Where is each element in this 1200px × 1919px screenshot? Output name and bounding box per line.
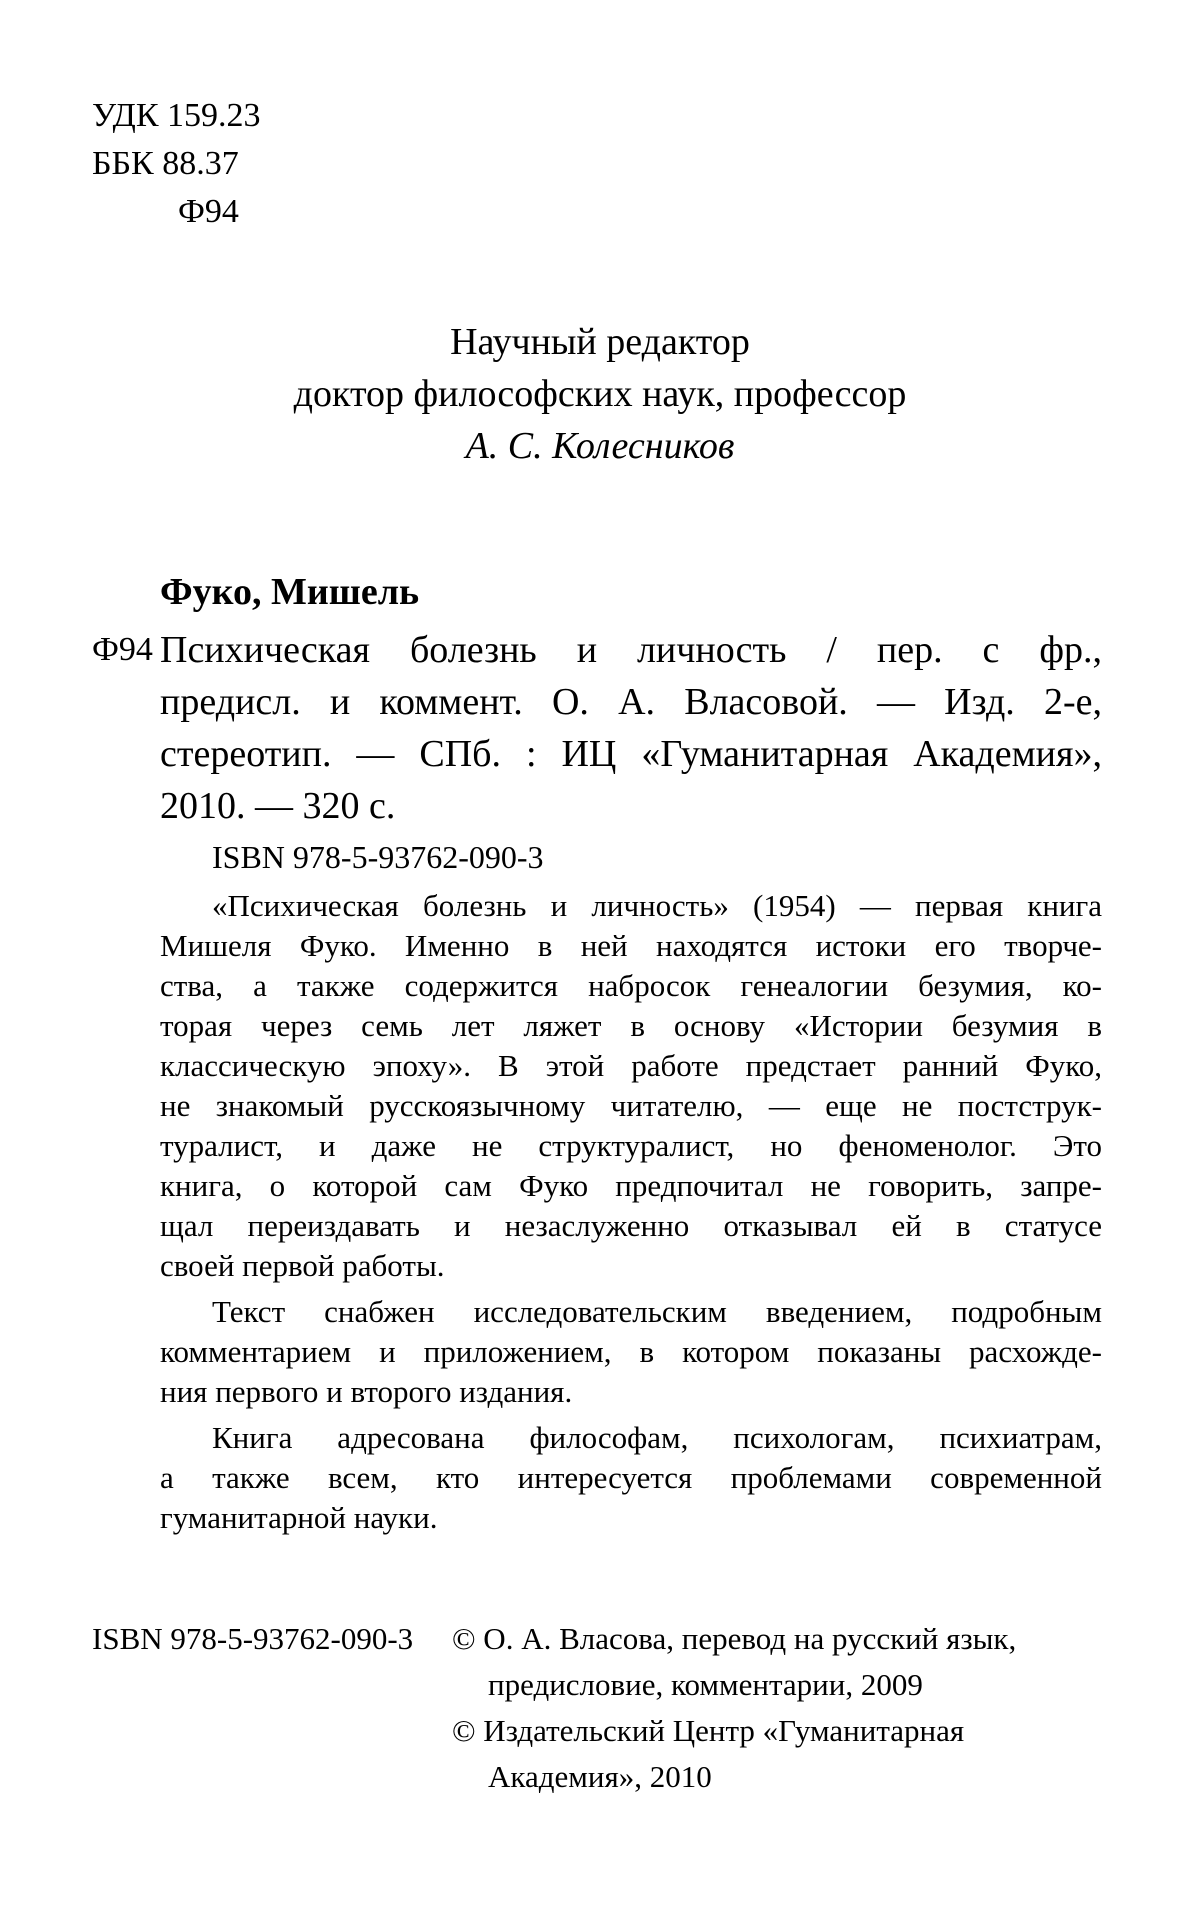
abstract-line: туралист, и даже не структуралист, но феноменолог. Это: [160, 1128, 1102, 1163]
abstract-paragraph: [160, 1292, 1102, 1412]
copyright-line: © О. А. Власова, перевод на русский язык,: [452, 1621, 1017, 1656]
abstract-line: гуманитарной науки.: [160, 1500, 438, 1535]
copyright-translator: [452, 1616, 1102, 1708]
abstract-line: комментарием и приложением, в котором показаны расхожде-: [160, 1334, 1102, 1369]
copyright-line: Академия», 2010: [488, 1759, 712, 1794]
abstract-line: книга, о которой сам Фуко предпочитал не говорить, запре-: [160, 1168, 1102, 1203]
catalog-code: Ф94: [92, 631, 153, 668]
abstract-line: своей первой работы.: [160, 1248, 445, 1283]
copyright-line: предисловие, комментарии, 2009: [488, 1667, 923, 1702]
abstract-line: не знакомый русскоязычному читателю, — еще не постструк-: [160, 1088, 1102, 1123]
abstract-line: щал переиздавать и незаслуженно отказывал ей в статусе: [160, 1208, 1102, 1243]
abstract-line: торая через семь лет ляжет в основу «Истории безумия в: [160, 1008, 1102, 1043]
abstract-line: Книга адресована философам, психологам, психиатрам,: [212, 1420, 1102, 1455]
abstract-line: ния первого и второго издания.: [160, 1374, 573, 1409]
scientific-editor-block: [0, 316, 1200, 472]
abstract-line: классическую эпоху». В этой работе предстает ранний Фуко,: [160, 1048, 1102, 1083]
author-sign: Ф94: [178, 193, 239, 230]
abstract-line: Текст снабжен исследовательским введением, подробным: [212, 1294, 1102, 1329]
description-line: 2010. — 320 с.: [160, 785, 396, 827]
copyright-block: [452, 1616, 1102, 1800]
copyright-line: © Издательский Центр «Гуманитарная: [452, 1713, 965, 1748]
abstract: [160, 886, 1102, 1538]
editor-name: А. С. Колесников: [465, 425, 735, 467]
abstract-paragraph: [160, 886, 1102, 1286]
copyright-publisher: [452, 1708, 1102, 1800]
editor-role: Научный редактор: [450, 321, 750, 363]
bbk-code: ББК 88.37: [92, 145, 239, 182]
abstract-line: Мишеля Фуко. Именно в ней находятся истоки его творче-: [160, 928, 1102, 963]
abstract-line: ства, а также содержится набросок генеалогии безумия, ко-: [160, 968, 1102, 1003]
description-line: стереотип. — СПб. : ИЦ «Гуманитарная Академия»,: [160, 733, 1102, 775]
editor-degree: доктор философских наук, профессор: [293, 373, 907, 415]
catalog-author: Фуко, Мишель: [160, 571, 420, 613]
catalog-entry: [92, 566, 1102, 1538]
udk-code: УДК 159.23: [92, 97, 261, 134]
description-line: предисл. и коммент. О. А. Власовой. — Изд. 2-е,: [160, 681, 1102, 723]
abstract-line: «Психическая болезнь и личность» (1954) — первая книга: [212, 888, 1102, 923]
catalog-isbn: ISBN 978-5-93762-090-3: [212, 839, 544, 875]
bibliographic-record: [92, 624, 1102, 832]
abstract-paragraph: [160, 1418, 1102, 1538]
classification-block: [92, 92, 261, 236]
imprint-footer: [92, 1616, 1102, 1800]
description-line: Психическая болезнь и личность / пер. с фр.,: [160, 629, 1102, 671]
abstract-line: а также всем, кто интересуется проблемами современной: [160, 1460, 1102, 1495]
bibliographic-description: [160, 624, 1102, 832]
footer-isbn: ISBN 978-5-93762-090-3: [92, 1621, 414, 1656]
